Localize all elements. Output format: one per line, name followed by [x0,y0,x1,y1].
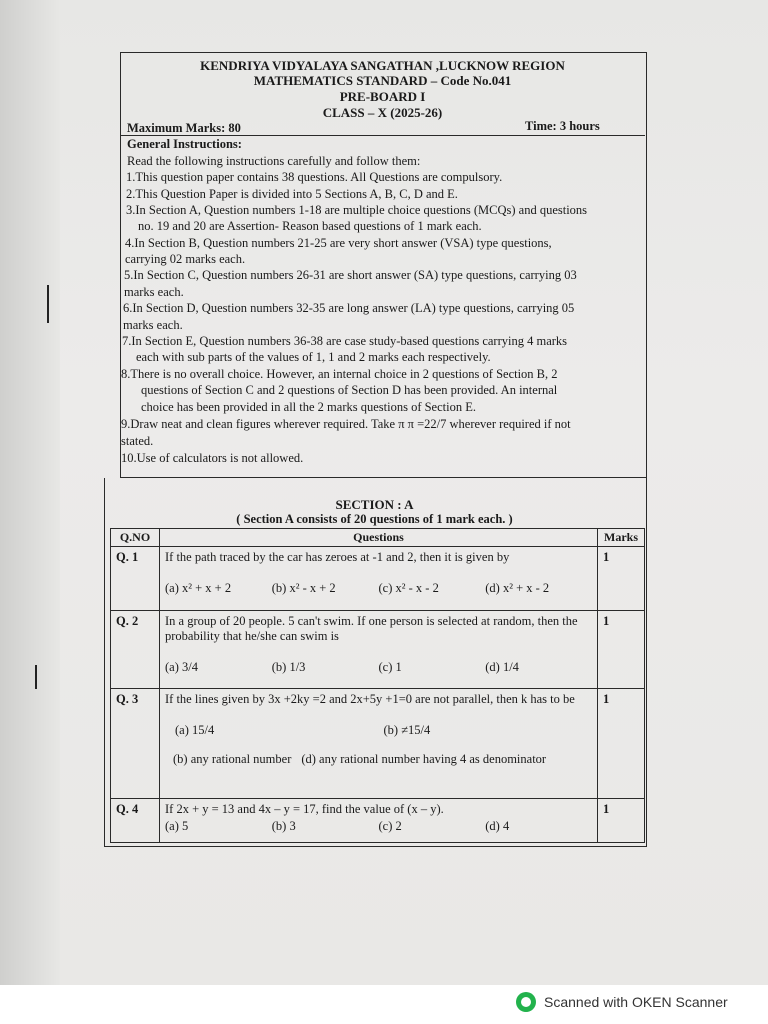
margin-pen-mark [35,665,37,689]
instruction-line: questions of Section C and 2 questions of Section D has been provided. An internal [141,383,558,397]
question-number: Q. 4 [111,799,160,843]
section-title: SECTION : A [335,497,414,512]
instruction-line: 10.Use of calculators is not allowed. [121,451,304,465]
question-number: Q. 3 [111,689,160,799]
question-text: In a group of 20 people. 5 can't swim. If one person is selected at random, then the probability that he/she can swim is [165,614,578,643]
option: (c) 1 [378,660,402,674]
options [165,581,592,596]
scanner-watermark [516,990,728,1014]
option: (b) 1/3 [271,660,306,674]
question-row [111,689,645,799]
divider [120,135,645,136]
option: (d) 1/4 [485,660,519,674]
option: (a) 5 [165,819,189,833]
option: (d) 4 [485,819,510,833]
option: (c) x² - x - 2 [378,581,439,595]
instruction-line: marks each. [124,285,184,299]
question-text: If the path traced by the car has zeroes at -1 and 2, then it is given by [165,550,510,564]
col-marks: Marks [598,529,645,547]
option: (b) ≠15/4 [383,723,431,737]
instruction-line: 4.In Section B, Question numbers 21-25 are very short answer (VSA) type questions, [125,236,552,250]
instructions-heading: General Instructions: [127,137,242,151]
subject-title: MATHEMATICS STANDARD – Code No.041 [253,73,512,88]
question-cell [160,547,598,611]
question-row [111,611,645,689]
instruction-line: each with sub parts of the values of 1, 1 and 2 marks each respectively. [136,350,491,364]
option: (b) 3 [271,819,296,833]
option: (b) any rational number [173,752,292,766]
exam-title: PRE-BOARD I [339,89,426,104]
option: (a) 3/4 [165,660,198,674]
instruction-line: no. 19 and 20 are Assertion- Reason based questions of 1 mark each. [138,219,482,233]
question-number: Q. 1 [111,547,160,611]
section-subtitle: ( Section A consists of 20 questions of 1 mark each. ) [236,512,513,526]
question-marks: 1 [598,799,645,843]
option: (a) 15/4 [175,723,215,737]
instructions-intro: Read the following instructions carefully and follow them: [127,154,421,168]
instruction-line: 6.In Section D, Question numbers 32-35 are long answer (LA) type questions, carrying 05 [123,301,575,315]
option: (a) x² + x + 2 [165,581,232,595]
time-allowed: Time: 3 hours [525,119,600,133]
instruction-line: choice has been provided in all the 2 marks questions of Section E. [141,400,476,414]
question-marks: 1 [598,611,645,689]
question-row [111,799,645,843]
instruction-line: 3.In Section A, Question numbers 1-18 are multiple choice questions (MCQs) and questions [126,203,588,217]
question-marks: 1 [598,689,645,799]
question-text: If 2x + y = 13 and 4x – y = 17, find the value of (x – y). [165,802,444,816]
margin-pen-mark [47,285,49,323]
options [165,819,592,834]
options [165,660,592,675]
question-cell [160,799,598,843]
oken-scanner-logo-icon [516,992,536,1012]
instruction-line: 2.This Question Paper is divided into 5 Sections A, B, C, D and E. [126,187,458,201]
instruction-line: marks each. [123,318,183,332]
question-cell [160,689,598,799]
instruction-line: 1.This question paper contains 38 questions. All Questions are compulsory. [126,170,503,184]
instruction-line: stated. [121,434,154,448]
table-header-row [111,529,645,547]
col-qno: Q.NO [111,529,160,547]
instruction-line: 8.There is no overall choice. However, an internal choice in 2 questions of Section B, 2 [121,367,558,381]
options [173,752,592,767]
class-title: CLASS – X (2025-26) [322,105,443,120]
page-shadow [0,0,60,985]
instruction-line: 7.In Section E, Question numbers 36-38 are case study-based questions carrying 4 marks [122,334,568,348]
question-text: If the lines given by 3x +2ky =2 and 2x+5y +1=0 are not parallel, then k has to be [165,692,575,706]
max-marks: Maximum Marks: 80 [127,121,241,135]
instruction-line: 5.In Section C, Question numbers 26-31 are short answer (SA) type questions, carrying 03 [124,268,577,282]
instruction-line: carrying 02 marks each. [125,252,246,266]
option: (d) x² + x - 2 [485,581,550,595]
question-number: Q. 2 [111,611,160,689]
question-marks: 1 [598,547,645,611]
option: (c) 2 [378,819,402,833]
question-row [111,547,645,611]
col-questions: Questions [160,529,598,547]
scanner-text: Scanned with OKEN Scanner [544,994,728,1010]
options [175,723,592,738]
option: (b) x² - x + 2 [271,581,336,595]
school-name: KENDRIYA VIDYALAYA SANGATHAN ,LUCKNOW REGION [200,58,565,73]
question-cell [160,611,598,689]
instruction-line: 9.Draw neat and clean figures wherever required. Take π π =22/7 wherever required if not [121,417,571,431]
questions-table [110,528,645,843]
option: (d) any rational number having 4 as denominator [301,752,547,766]
